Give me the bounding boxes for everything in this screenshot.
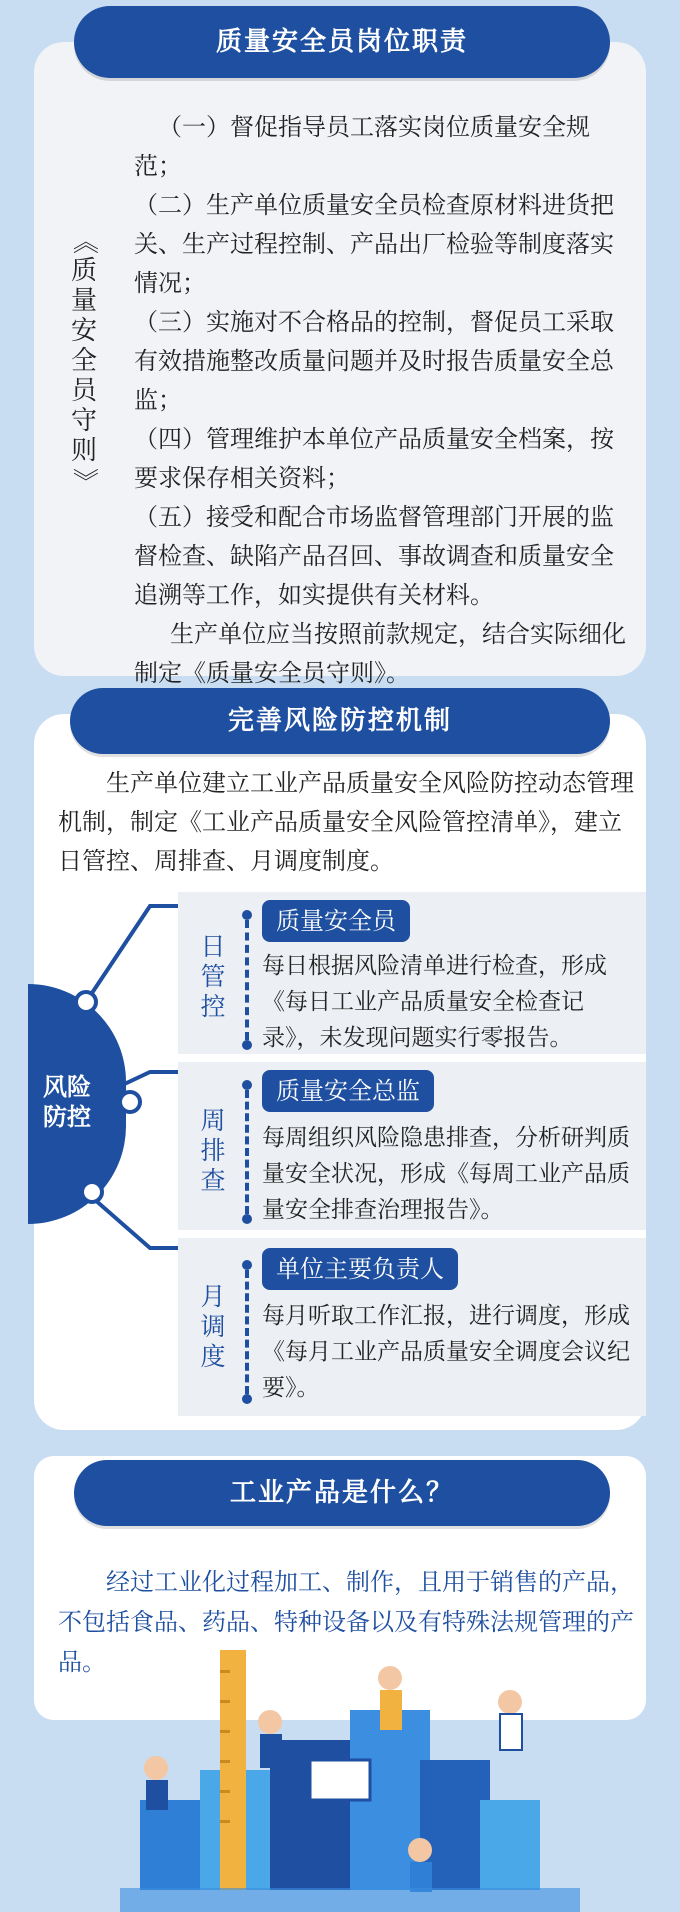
role-badge: 单位主要负责人 <box>262 1248 458 1290</box>
risk-row-monthly <box>178 1238 646 1416</box>
risk-intro-text: 生产单位建立工业产品质量安全风险防控动态管理机制，制定《工业产品质量安全风险管控清单》，建立日管控、周排查、月调度制度。 <box>58 769 634 875</box>
risk-row-daily <box>178 892 646 1054</box>
row-category-weekly: 周 排 查 <box>200 1106 226 1195</box>
section-title-product: 工业产品是什么？ <box>74 1460 610 1526</box>
product-definition-text: 经过工业化过程加工、制作，且用于销售的产品，不包括食品、药品、特种设备以及有特殊法规管理的产品。 <box>58 1568 634 1676</box>
timeline-dotline <box>242 1260 252 1404</box>
role-badge: 质量安全总监 <box>262 1070 434 1112</box>
duty-item: （四）管理维护本单位产品质量安全档案，按要求保存相关资料； <box>134 425 614 492</box>
row-description: 每日根据风险清单进行检查，形成《每日工业产品质量安全检查记录》，未发现问题实行零报告。 <box>262 953 607 1051</box>
timeline-dotline <box>242 910 252 1050</box>
duties-closing: 生产单位应当按照前款规定，结合实际细化制定《质量安全员守则》。 <box>134 620 626 687</box>
role-badge: 质量安全员 <box>262 900 410 942</box>
office-workers-illustration <box>120 1650 580 1912</box>
row-category-monthly: 月 调 度 <box>200 1282 226 1371</box>
hub-label: 风险防控 <box>43 1073 91 1131</box>
vertical-rulebook-label: 《 质 量 安 全 员 守 则 》 <box>69 227 99 494</box>
duty-item: （五）接受和配合市场监督管理部门开展的监督检查、缺陷产品召回、事故调查和质量安全追溯等工作，如实提供有关材料。 <box>134 503 614 609</box>
duty-item: （二）生产单位质量安全员检查原材料进货把关、生产过程控制、产品出厂检验等制度落实情况； <box>134 191 614 297</box>
duty-item: （一）督促指导员工落实岗位质量安全规范； <box>134 113 590 180</box>
row-description: 每周组织风险隐患排查，分析研判质量安全状况，形成《每周工业产品质量安全排查治理报告》。 <box>262 1125 630 1223</box>
risk-row-weekly <box>178 1062 646 1230</box>
timeline-dotline <box>242 1080 252 1224</box>
row-category-daily: 日 管 控 <box>200 932 226 1021</box>
duties-list <box>134 108 634 693</box>
section-title-duties: 质量安全员岗位职责 <box>74 6 610 78</box>
hub-connector-dots <box>30 892 190 1422</box>
section-title-risk: 完善风险防控机制 <box>70 688 610 754</box>
duty-item: （三）实施对不合格品的控制，督促员工采取有效措施整改质量问题并及时报告质量安全总监； <box>134 308 614 414</box>
row-description: 每月听取工作汇报，进行调度，形成《每月工业产品质量安全调度会议纪要》。 <box>262 1303 630 1401</box>
